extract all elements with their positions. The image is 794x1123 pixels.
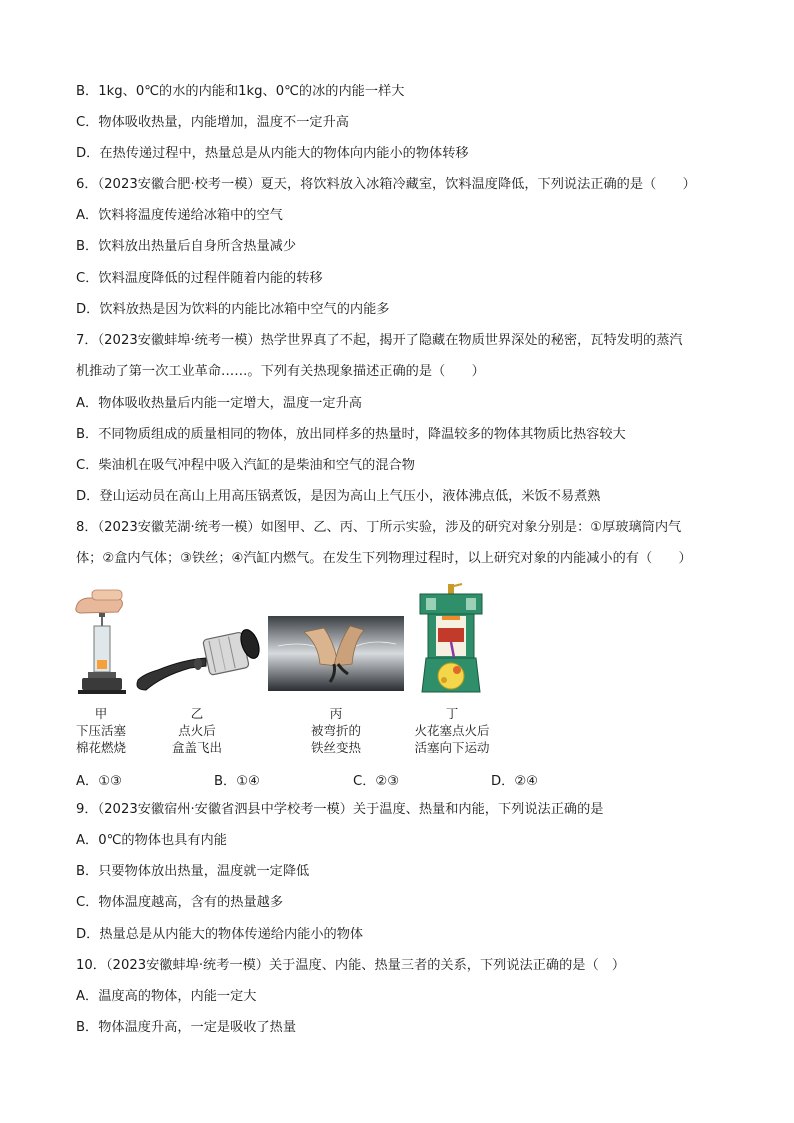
q8-choice-c: C．②③ xyxy=(353,774,400,789)
q7-option-a: A．物体吸收热量后内能一定增大，温度一定升高 xyxy=(76,396,362,411)
q8-stem-line2: 体；②盒内气体；③铁丝；④汽缸内燃气。在发生下列物理过程时，以上研究对象的内能减小的有（ ） xyxy=(76,551,692,566)
q7-option-b: B．不同物质组成的质量相同的物体，放出同样多的热量时，降温较多的物体其物质比热容较大 xyxy=(76,427,626,442)
figure-ding-caption-line1: 火花塞点火后 xyxy=(414,723,490,738)
q5-option-b: B．1kg、0℃的水的内能和1kg、0℃的冰的内能一样大 xyxy=(76,84,405,99)
figure-ding-engine-cylinder xyxy=(416,582,486,700)
figure-yi-label: 乙 xyxy=(190,706,204,721)
q6-option-b: B．饮料放出热量后自身所含热量减少 xyxy=(76,239,297,254)
figure-ding-label: 丁 xyxy=(445,706,459,721)
figure-bing-caption-line1: 被弯折的 xyxy=(310,723,361,738)
figure-bing-caption-line2: 铁丝变热 xyxy=(310,740,361,755)
figure-ding-caption-line2: 活塞向下运动 xyxy=(414,740,490,755)
figure-jia-caption-line2: 棉花燃烧 xyxy=(75,740,126,755)
q9-option-b: B．只要物体放出热量，温度就一定降低 xyxy=(76,864,310,879)
q10-stem: 10．（2023安徽蚌埠·统考一模）关于温度、内能、热量三者的关系，下列说法正确的是（ ） xyxy=(76,958,626,973)
figure-jia-fire-syringe xyxy=(72,586,134,698)
q9-option-c: C．物体温度越高，含有的热量越多 xyxy=(76,895,284,910)
figure-bing-caption xyxy=(300,705,372,756)
q5-option-c: C．物体吸收热量，内能增加，温度不一定升高 xyxy=(76,115,349,130)
q5-option-d: D．在热传递过程中，热量总是从内能大的物体向内能小的物体转移 xyxy=(76,146,469,161)
figure-yi-caption xyxy=(162,705,232,756)
q6-option-d: D．饮料放热是因为饮料的内能比冰箱中空气的内能多 xyxy=(76,302,390,317)
q7-option-d: D．登山运动员在高山上用高压锅煮饭，是因为高山上气压小，液体沸点低，米饭不易煮熟 xyxy=(76,489,601,504)
q9-option-a: A．0℃的物体也具有内能 xyxy=(76,833,227,848)
figure-ding-caption xyxy=(406,705,498,756)
figure-yi-caption-line1: 点火后 xyxy=(178,723,216,738)
q8-stem-line1: 8．（2023安徽芜湖·统考一模）如图甲、乙、丙、丁所示实验，涉及的研究对象分别是：①厚玻璃筒内气 xyxy=(76,520,682,535)
figure-yi-ignition-box xyxy=(132,614,262,694)
figure-jia-caption-line1: 下压活塞 xyxy=(75,723,126,738)
q6-option-c: C．饮料温度降低的过程伴随着内能的转移 xyxy=(76,271,323,286)
q9-option-d: D．热量总是从内能大的物体传递给内能小的物体 xyxy=(76,927,364,942)
q6-option-a: A．饮料将温度传递给冰箱中的空气 xyxy=(76,208,283,223)
q7-option-c: C．柴油机在吸气冲程中吸入汽缸的是柴油和空气的混合物 xyxy=(76,458,415,473)
q7-stem-line1: 7．（2023安徽蚌埠·统考一模）热学世界真了不起，揭开了隐藏在物质世界深处的秘密，瓦特发明的蒸汽 xyxy=(76,333,683,348)
figure-bing-bending-wire xyxy=(268,616,404,691)
figure-yi-caption-line2: 盒盖飞出 xyxy=(171,740,222,755)
q8-choice-d: D．②④ xyxy=(491,774,538,789)
q9-stem: 9．（2023安徽宿州·安徽省泗县中学校考一模）关于温度、热量和内能，下列说法正确的是 xyxy=(76,802,604,817)
q10-option-a: A．温度高的物体，内能一定大 xyxy=(76,989,257,1004)
q8-choice-b: B．①④ xyxy=(214,774,260,789)
figure-jia-caption xyxy=(66,705,136,756)
q6-stem: 6．（2023安徽合肥·校考一模）夏天，将饮料放入冰箱冷藏室，饮料温度降低，下列说法正确的是（ ） xyxy=(76,177,696,192)
q8-choices xyxy=(76,770,636,788)
figure-bing-label: 丙 xyxy=(329,706,343,721)
q8-choice-a: A．①③ xyxy=(76,774,122,789)
q7-stem-line2: 机推动了第一次工业革命……。下列有关热现象描述正确的是（ ） xyxy=(76,364,485,379)
figure-jia-label: 甲 xyxy=(94,706,108,721)
q10-option-b: B．物体温度升高，一定是吸收了热量 xyxy=(76,1020,297,1035)
